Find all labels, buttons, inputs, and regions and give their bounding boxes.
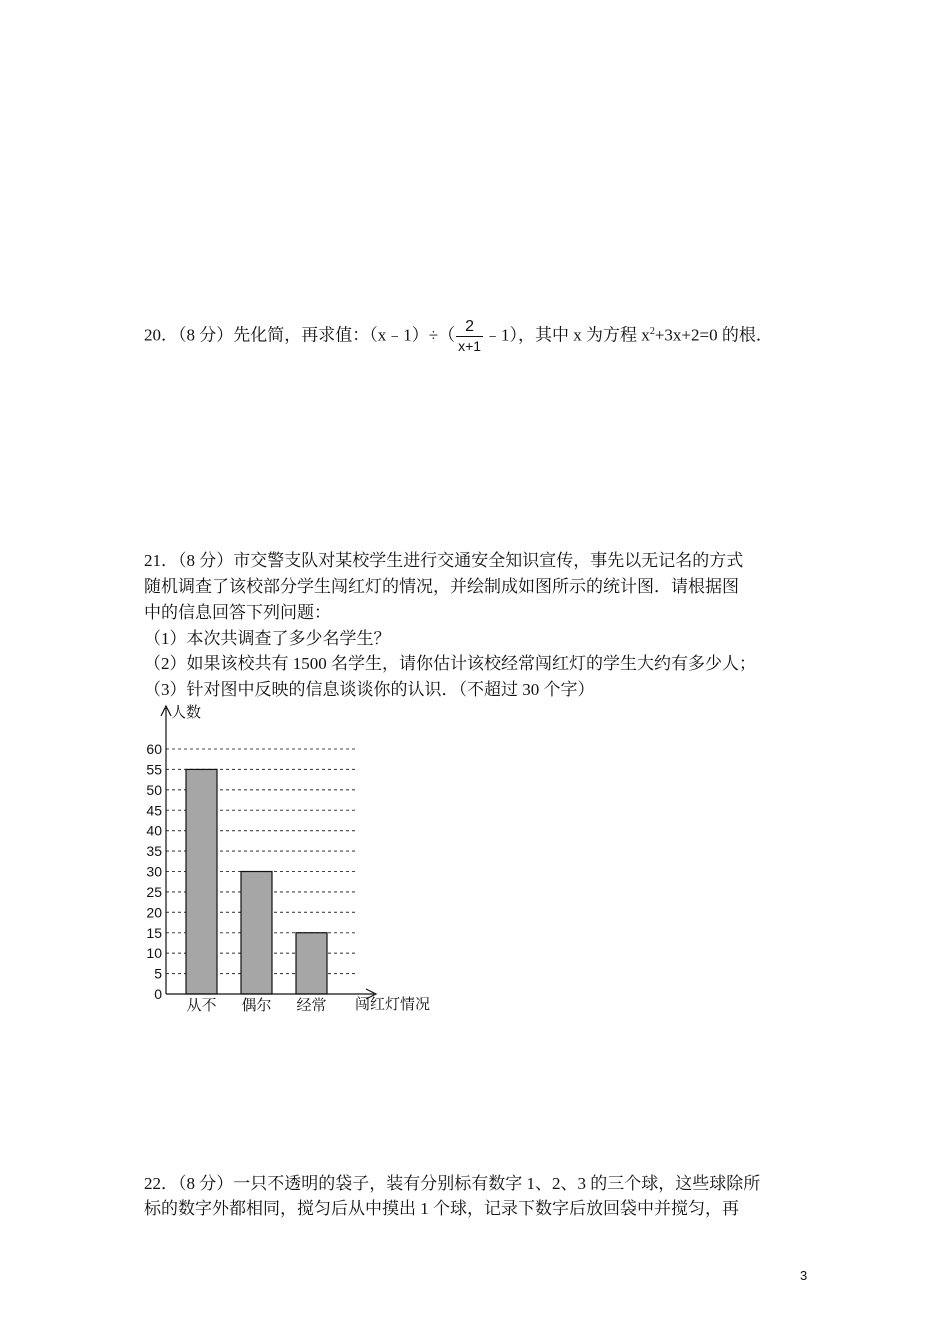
y-tick-label: 60 (146, 741, 162, 757)
q20-fraction-denominator: x+1 (458, 338, 482, 354)
y-tick-label: 10 (146, 945, 162, 962)
bar (186, 769, 217, 994)
y-tick-label: 0 (154, 986, 162, 1002)
y-tick-label: 55 (146, 761, 162, 778)
q21-line-5: （2）如果该校共有 1500 名学生，请你估计该校经常闯红灯的学生大约有多少人； (144, 654, 756, 673)
q22-line-1: 22．（8 分）一只不透明的袋子，装有分别标有数字 1、2、3 的三个球，这些球除所 (144, 1174, 761, 1193)
y-tick-label: 15 (146, 924, 162, 941)
question-20 (144, 318, 773, 355)
q21-line-1: 21．（8 分）市交警支队对某校学生进行交通安全知识宣传，事先以无记名的方式 (144, 551, 744, 570)
category-label: 经常 (296, 997, 327, 1014)
y-tick-label: 20 (146, 904, 162, 921)
chart-bars (186, 769, 327, 994)
q20-fraction-numerator: 2 (465, 318, 475, 335)
y-tick-label: 25 (146, 883, 162, 900)
category-label: 偶尔 (241, 997, 272, 1014)
q21-line-2: 随机调查了该校部分学生闯红灯的情况，并绘制成如图所示的统计图．请根据图 (144, 577, 739, 596)
y-tick-label: 50 (146, 781, 162, 798)
q20-suffix: +3x+2=0 的根． (654, 325, 773, 345)
page-number: 3 (800, 1268, 808, 1283)
y-tick-label: 5 (154, 965, 162, 982)
bar (296, 933, 327, 994)
q21-line-4: （1）本次共调查了多少名学生？ (144, 629, 391, 648)
q22-line-2: 标的数字外都相同，搅匀后从中摸出 1 个球，记录下数字后放回袋中并搅匀，再 (144, 1199, 739, 1218)
y-tick-label: 30 (146, 863, 162, 880)
q20-prefix: 20．（8 分）先化简，再求值：（x﹣1）÷（ (144, 325, 456, 345)
q20-middle: ﹣1），其中 x 为方程 x (484, 325, 650, 345)
bar-chart (140, 698, 450, 1018)
q21-line-6: （3）针对图中反映的信息谈谈你的认识．（不超过 30 个字） (144, 680, 595, 699)
q20-exponent: 2 (649, 325, 655, 337)
y-tick-label: 45 (146, 802, 162, 819)
bar (241, 872, 272, 995)
chart-categories (186, 997, 326, 1014)
y-tick-label: 40 (146, 822, 162, 839)
q20-fraction (456, 318, 483, 355)
x-axis-label: 闯红灯情况 (355, 996, 431, 1013)
y-axis-label: 人数 (171, 704, 202, 721)
chart-y-ticks (146, 741, 162, 1002)
y-tick-label: 35 (146, 843, 162, 860)
category-label: 从不 (186, 997, 217, 1014)
q21-line-3: 中的信息回答下列问题： (144, 603, 331, 622)
